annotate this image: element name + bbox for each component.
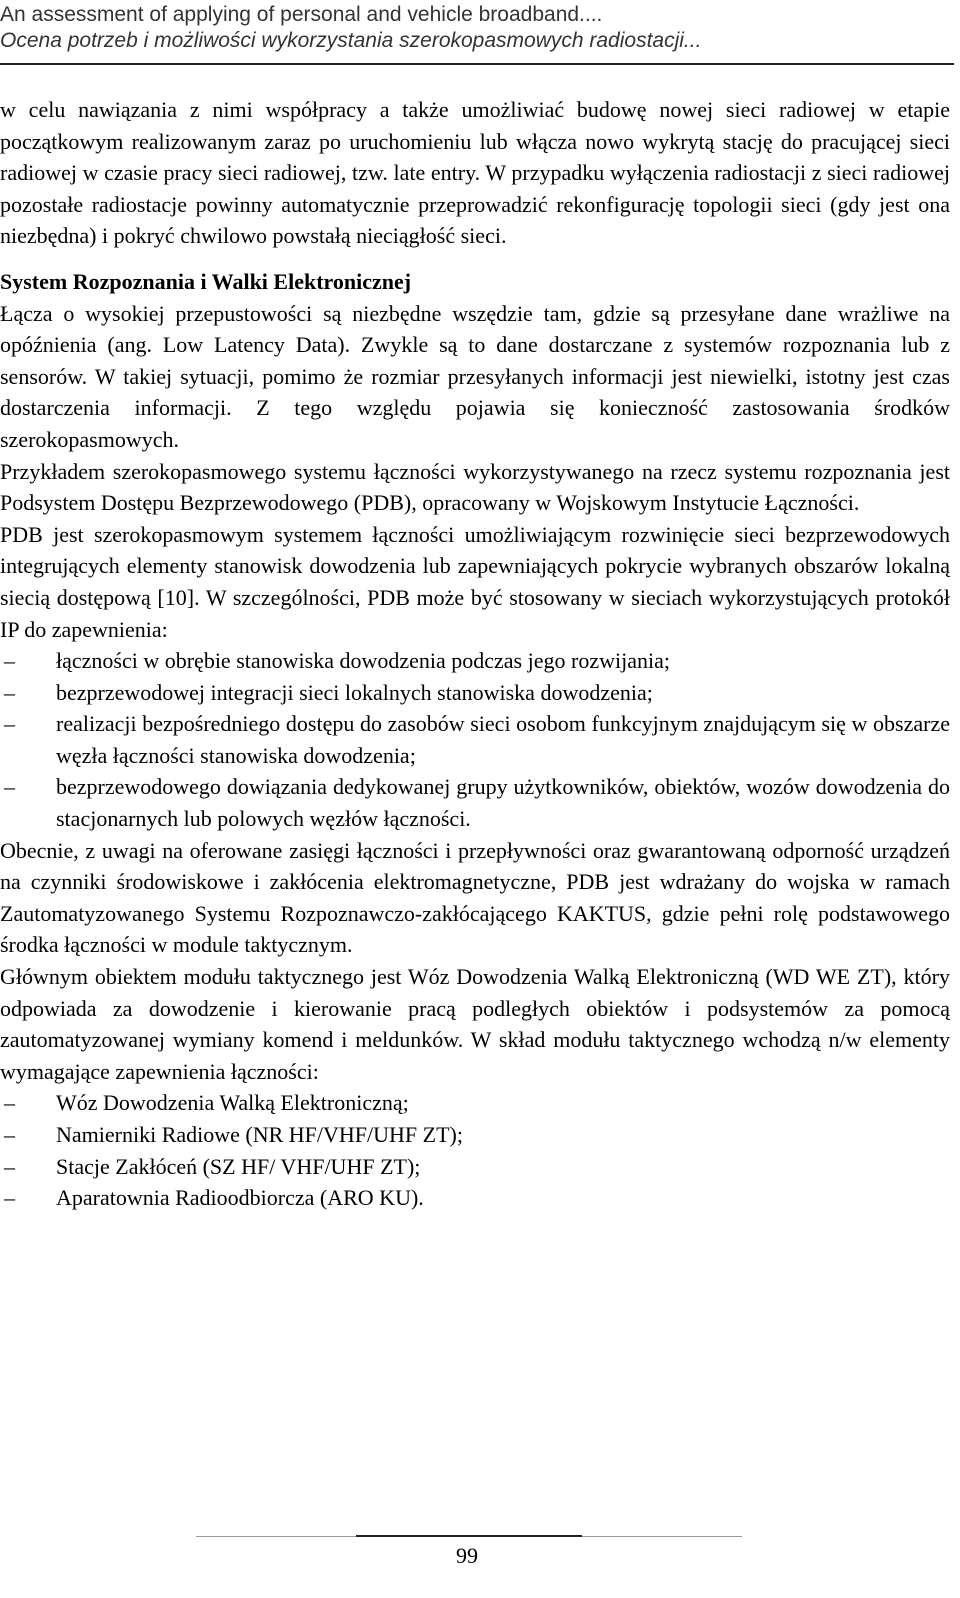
page-number: 99 bbox=[456, 1543, 478, 1568]
list-item-text: Aparatownia Radioodbiorcza (ARO KU). bbox=[56, 1185, 424, 1211]
list-item bbox=[0, 771, 950, 834]
dash-bullet: – bbox=[4, 1090, 15, 1116]
list-item bbox=[0, 1182, 950, 1214]
paragraph-late-entry: w celu nawiązania z nimi współpracy a także umożliwiać budowę nowej sieci radiowej w etapie początkowym realizowanym zaraz po uruchomieniu lub włącza nowo wykrytą stację do pracującej sieci radiowej w czasie pracy sieci radiowej, tzw. late entry. W przypadku wyłączenia radiostacji z sieci radiowej pozostałe radiostacje powinny automatycznie przeprowadzić rekonfigurację topologii sieci (gdy jest ona niezbędna) i pokryć chwilowo powstałą nieciągłość sieci. bbox=[0, 97, 950, 249]
dash-bullet: – bbox=[4, 711, 15, 737]
header-title-polish: Ocena potrzeb i możliwości wykorzystania szerokopasmowych radiostacji... bbox=[0, 29, 702, 52]
list-item-text: łączności w obrębie stanowiska dowodzenia podczas jego rozwijania; bbox=[56, 648, 670, 674]
list-item bbox=[0, 645, 950, 677]
list-item bbox=[0, 1087, 950, 1119]
dash-bullet: – bbox=[4, 648, 15, 674]
paragraph-tactical-module: Głównym obiektem modułu taktycznego jest Wóz Dowodzenia Walką Elektroniczną (WD WE ZT), który odpowiada za dowodzenie i kierowanie pracą podległych obiektów i podsystemów za pomocą zautomatyzowanej wymiany komend i meldunków. W skład modułu taktycznego wchodzą n/w elementy wymagające zapewnienia łączności: bbox=[0, 964, 950, 1084]
header-title-english: An assessment of applying of personal and vehicle broadband.... bbox=[0, 3, 603, 26]
list-item bbox=[0, 1119, 950, 1151]
section-heading: System Rozpoznania i Walki Elektronicznej bbox=[0, 268, 412, 294]
pdb-uses-list bbox=[0, 645, 950, 835]
list-item-text: Wóz Dowodzenia Walką Elektroniczną; bbox=[56, 1090, 409, 1116]
list-item bbox=[0, 677, 950, 709]
paragraph-low-latency: Łącza o wysokiej przepustowości są niezbędne wszędzie tam, gdzie są przesyłane dane wrażliwe na opóźnienia (ang. Low Latency Data). Zwykle są to dane dostarczane z systemów rozpoznania lub z sensorów. W takiej sytuacji, pomimo że rozmiar przesyłanych informacji jest niewielki, istotny jest czas dostarczenia informacji. Z tego względu pojawia się konieczność zastosowania środków szerokopasmowych. bbox=[0, 300, 950, 452]
body-text bbox=[0, 94, 950, 1214]
header-rule bbox=[0, 63, 954, 65]
footer-rule bbox=[196, 1536, 742, 1537]
list-item bbox=[0, 708, 950, 771]
list-item-text: Stacje Zakłóceń (SZ HF/ VHF/UHF ZT); bbox=[56, 1153, 421, 1179]
list-item bbox=[0, 1151, 950, 1183]
dash-bullet: – bbox=[4, 1153, 15, 1179]
paragraph-kaktus: Obecnie, z uwagi na oferowane zasięgi łączności i przepływności oraz gwarantowaną odporność urządzeń na czynniki środowiskowe i zakłócenia elektromagnetyczne, PDB jest wdrażany do wojska w ramach Zautomatyzowanego Systemu Rozpoznawczo-zakłócającego KAKTUS, gdzie pełni rolę podstawowego środka łączności w module taktycznym. bbox=[0, 837, 950, 958]
tactical-elements-list bbox=[0, 1087, 950, 1213]
list-item-text: Namierniki Radiowe (NR HF/VHF/UHF ZT); bbox=[56, 1122, 463, 1147]
dash-bullet: – bbox=[4, 774, 15, 800]
paragraph-pdb-example: Przykładem szerokopasmowego systemu łączności wykorzystywanego na rzecz systemu rozpoznania jest Podsystem Dostępu Bezprzewodowego (PDB), opracowany w Wojskowym Instytucie Łączności. bbox=[0, 458, 950, 516]
list-item-text: bezprzewodowej integracji sieci lokalnych stanowiska dowodzenia; bbox=[56, 679, 653, 705]
dash-bullet: – bbox=[4, 679, 15, 705]
footer-rule-accent bbox=[356, 1535, 582, 1537]
dash-bullet: – bbox=[4, 1122, 15, 1147]
running-header bbox=[0, 2, 954, 54]
paragraph-pdb-description: PDB jest szerokopasmowym systemem łączności umożliwiającym rozwinięcie sieci bezprzewodowych integrujących elementy stanowisk dowodzenia lub zapewniających pokrycie wybranych obszarów lokalną siecią dostępową [10]. W szczególności, PDB może być stosowany w sieciach wykorzystujących protokół IP do zapewnienia: bbox=[0, 521, 950, 642]
dash-bullet: – bbox=[4, 1185, 15, 1211]
list-item-text: bezprzewodowego dowiązania dedykowanej grupy użytkowników, obiektów, wozów dowodzenia do stacjonarnych lub polowych węzłów łączności. bbox=[56, 774, 950, 832]
list-item-text: realizacji bezpośredniego dostępu do zasobów sieci osobom funkcyjnym znajdującym się w obszarze węzła łączności stanowiska dowodzenia; bbox=[56, 711, 950, 768]
